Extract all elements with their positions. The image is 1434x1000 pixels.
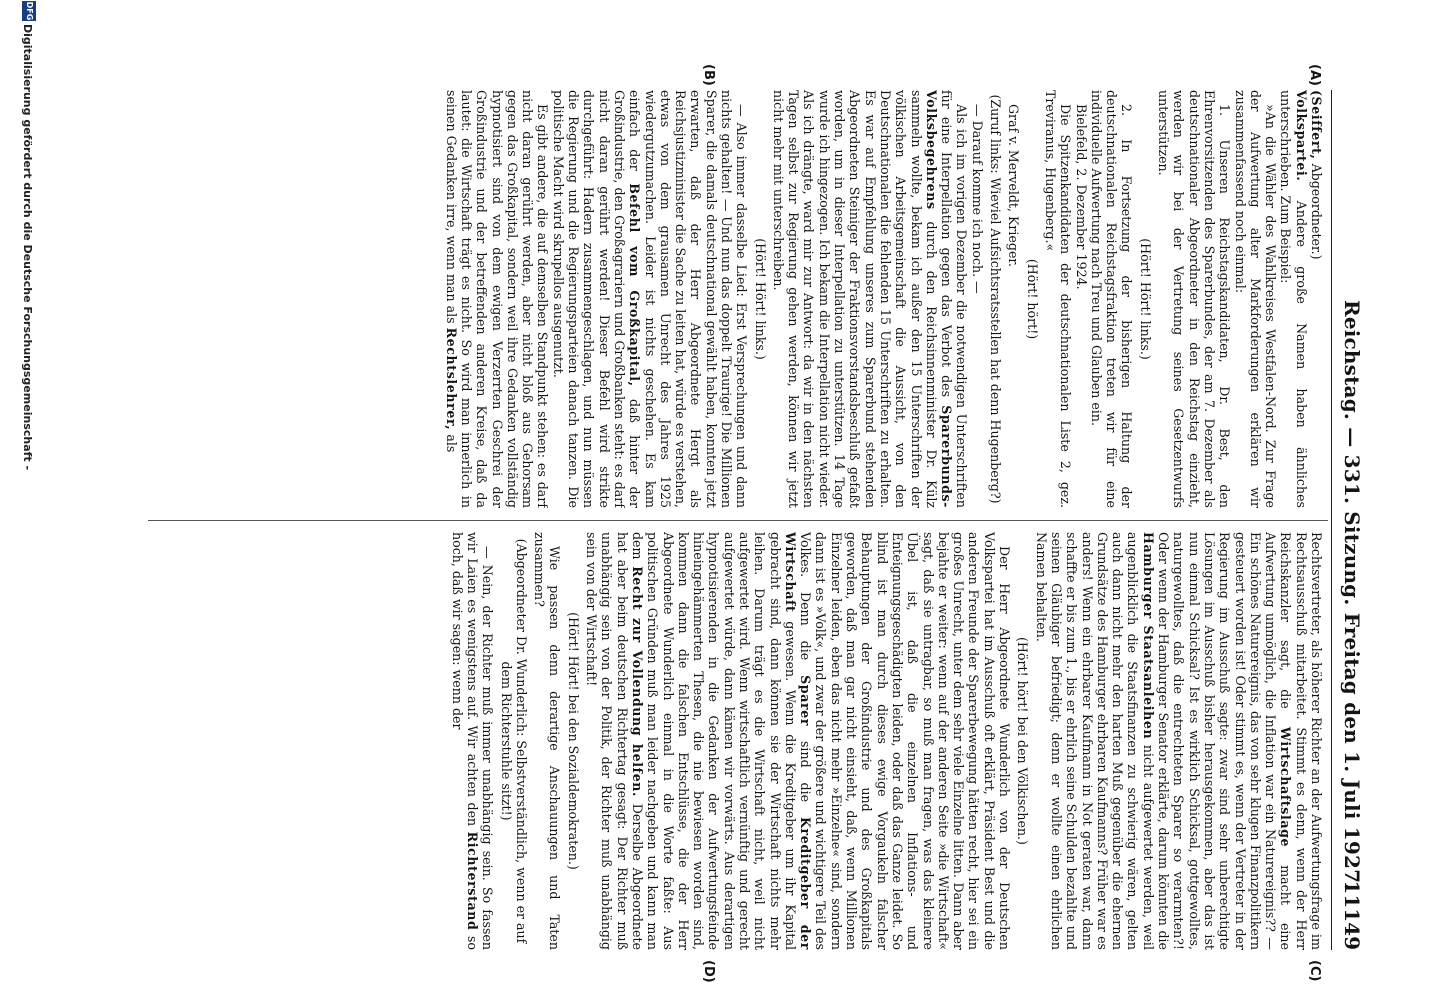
- running-title: Reichstag. — 331. Sitzung. Freitag den 1. Juli 1927.: [1340, 300, 1364, 891]
- column-divider: [148, 520, 1328, 521]
- emphasis-text: Sparer: [798, 675, 814, 727]
- quote-paragraph: »An die Wähler des Wahlkreises Westfalen-Nord. Zur Frage der Aufwertung alter Markforderungen erklären wir zusammenfassend noch einmal:: [1232, 90, 1279, 508]
- margin-marker-b: (B): [701, 64, 716, 86]
- paragraph-text: — Nein, der Richter muß immer unabhängig sein. So fassen wir Laien es wenigstens auf. Wir achten den: [464, 532, 496, 950]
- paragraph-text: nicht aufgewertet werden, weil augenblicklich die Staatsfinanzen zu schwierig wären, gelten auch dann nicht mehr den harten Muß gegenüber die ehernen Grundsätze des Hamburger ehrbaren Kaufmanns? Früher war es anders! Wenn ein ehrbarer Kaufmann in Not geraten war, dann schaffte er bis zum 1., bis er ehrlich seine Schulden bezahlte und seinen Gläubiger befriedigt; denn er wollte einen ehrlichen Namen behalten.: [1033, 532, 1156, 950]
- margin-marker-d: (D): [701, 960, 716, 983]
- emphasis-text: Rechtslehrer,: [443, 327, 459, 431]
- interjection: (Hört! Hört! bei den Sozialdemokraten.): [565, 612, 581, 870]
- speech-paragraph: [550, 90, 749, 508]
- emphasis-text: Richterstand: [464, 831, 480, 931]
- emphasis-text: Wirtschaftslage: [1278, 726, 1294, 848]
- interjection: (Zuruf links: Wieviel Aufsichtsratsstellen hat denn Hugenberg?): [988, 94, 1004, 504]
- interjection: (Hört! hört! bei den Völkischen.): [1015, 637, 1031, 845]
- quote-paragraph: Die Spitzenkandidaten der deutschnationalen Liste 2, gez. Treviranus, Hugenberg.«: [1042, 90, 1074, 508]
- paragraph-text: als: [443, 434, 459, 453]
- paragraph-text: Als ich im vorigen Dezember die notwendigen Unterschriften für eine Interpellation gegen das Verbot des: [939, 90, 970, 508]
- interjection: (Abgeordneter Dr. Wunderlich: Selbstverständlich, wenn er auf dem Richterstuhle sitzt!): [498, 538, 529, 944]
- emphasis-text: Befehl vom Großkapital,: [627, 183, 643, 387]
- speech-paragraph: — Darauf komme ich noch. —: [969, 104, 985, 294]
- paragraph-text: Derselbe Abgeordnete hat aber beim deutschen Richtertag gesagt: Der Richter muß unabhängig sein von der Politik, der Richter muß unabhängig sein von der Wirtschaft!: [584, 532, 645, 950]
- quote-paragraph: 2. In Fortsetzung der bisherigen Haltung der deutschnationalen Reichstagsfraktion treten wir für eine individuelle Aufwertung nach Treu und Glauben ein.: [1088, 90, 1135, 508]
- left-column: [154, 90, 1324, 508]
- paragraph-text: gewesen. Wenn die Kreditgeber um ihr Kapital gebracht sind, dann können sie der Wirtschaft nichts mehr leihen. Darum trägt es die Wirtschaft nicht, weil nicht aufgewertet wird. Wenn wirtschaftlich vernünftig und gerecht aufgewertet würde, dann kämen wir vorwärts. Aus derartigen hypnotisierenden in die Gedanken der Aufwertungsfeinde hineingehämmerten Thesen, die nie bewiesen worden sind, kommen dann die falschen Entschlüsse, die der Herr Abgeordnete Wunderlich einmal in die Worte faßte: Aus politischen Gründen muß man leider nachgeben und kann man dem: [629, 532, 798, 950]
- party-name: Volkspartei.: [1293, 90, 1309, 182]
- paragraph-text: — Also immer dasselbe Lied: Erst Versprechungen und dann nichts gehalten! — Und nun das doppelt Traurige! Die Millionen Sparer, die damals deutschnational gewählt haben, konnten jetzt erwarten, daß der Herr Abgeordnete Hergt als Reichsjustizminister die Sache zu leiten hat, würde es verstehen, etwas von dem grausamen Unrecht des Jahres 1925 wiedergutzumachen. Leider ist nichts geschehen. Es kam einfach der: [627, 90, 750, 508]
- emphasis-text: Kreditgeber der Wirtschaft: [782, 532, 814, 950]
- interjection: (Hört! hört!): [1024, 258, 1040, 340]
- paragraph-text: Es gibt andere, die auf demselben Standpunkt stehen: es darf nicht daran gerührt werden, aber nicht bloß aus Gehorsam gegen das Großkapital, sondern weil ihre Gedanken vollständig hypnotisiert sind von dem ewigen Verzerrten Geschrei der Großindustrie und der betreffenden anderen Kreise, daß da lautet: die Wirtschaft trägt es nicht. So wird man innerlich in seinen Gedanken irre, wenn man als: [443, 90, 551, 508]
- speech-paragraph: [449, 532, 495, 950]
- quote-paragraph: 1. Unseren Reichstagskandidaten, Dr. Best, den Ehrenvorsitzenden des Sparerbundes, der am 7. Dezember als deutschnationaler Abgeordneter in den Reichstag einzieht, werden wir bei der Vertretung seines Gesetzentwurfs unterstützen.: [1156, 90, 1233, 508]
- paragraph-text: so hoch, daß wir sagen: wenn der: [449, 532, 480, 950]
- margin-marker-c: (C): [1307, 960, 1322, 982]
- margin-marker-a: (A): [1307, 64, 1322, 86]
- interjection: (Hört! Hört! links.): [1137, 238, 1153, 360]
- speaker-role: Abgeordneter.): [1309, 163, 1324, 260]
- page-number: 11149: [1340, 880, 1364, 950]
- paragraph-text: Der Herr Abgeordnete Wunderlich von der Deutschen Volkspartei hat im Ausschuß oft erklärt, Präsident Best und die anderen Freunde der Sparerbewegung hätten recht, hier sei ein großes Unrecht, unter dem sehr viele Einzelne litten. Dann aber bejahte er weiter: wenn auf der anderen Seite »die Wirtschaft« sagt, daß sie untragbar, so muß man fragen, was das kleinere Übel ist, daß die einzelnen Inflations- und Enteignungsgeschädigten leiden, oder daß das Ganze leidet. So blind ist man durch dieses ewige Vorgaukeln falscher Behauptungen der Großindustrie und des Großkapitals geworden, daß man gar nicht einsieht, daß, wenn Millionen Einzelner leiden, eben das nicht mehr »Einzelne« sind, sondern dann ist es »Volk«, und zwar der größere und wichtigere Teil des Volkes. Denn die: [798, 532, 1013, 950]
- paragraph-text: Rechtsvertreter, als höherer Richter an der Aufwertungsfrage im Rechtsausschuß mitarbeitet. Stimmt es denn, wenn der Herr Reichskanzler sagt, die: [1278, 532, 1324, 950]
- paragraph-text: sind die: [798, 740, 814, 803]
- speech-paragraph: [1033, 532, 1324, 950]
- speech-paragraph: [771, 90, 970, 508]
- quote-paragraph: Graf v. Merveldt, Krieger.: [1006, 104, 1022, 268]
- speaker-name: (Seiffert,: [1309, 90, 1324, 160]
- quote-paragraph: Bielefeld, 2. Dezember 1924.: [1073, 104, 1089, 290]
- paragraph-text: macht eine Aufwertung unmöglich, die Inflation war ein Naturereignis?? — Ein schönes Naturereignis, das von sehr klugen Finanzpolitikern gesteuert worden ist! Oder stimmt es, wenn der Vertreter in der Regierung im Ausschuß sagte: zwar sind sehr unberechtigte Lösungen im Ausschuß bisher herausgekommen, aber das ist nun einmal Schicksal? Ist es wirklich Schicksal, gottgewolltes, naturgewolltes, daß die entrechteten Sparer so verarmten?! Oder wenn der Hamburger Senator erklärte, darum könnten die: [1156, 532, 1294, 950]
- page-header: [1331, 90, 1372, 950]
- speech-paragraph: Wie passen denn derartige Anschauungen und Taten zusammen?: [532, 532, 563, 950]
- speech-paragraph: [584, 532, 1012, 950]
- emphasis-text: Sparerbunds-Volksbegehrens: [923, 90, 955, 508]
- speech-paragraph: [443, 90, 550, 508]
- emphasis-text: Recht zur Vollendung helfen.: [629, 566, 645, 798]
- digitization-credit: Digitalisierung gefördert durch die Deutsche Forschungsgemeinschaft -: [21, 24, 34, 471]
- right-column: [154, 532, 1324, 950]
- interjection: (Hört! Hört! links.): [752, 238, 768, 360]
- emphasis-text: Hamburger Staatsanleihen: [1140, 532, 1156, 740]
- paragraph-text: daß hinter der Großindustrie, den Großagrariern und Großbanken steht: es darf nicht daran gerührt werden! Dieser Befehl wird strikte durchgeführt: Hadern zusammengeschlagen, und nun müssen die Regierung und die Regierungsparteien danach tanzen. Die politische Macht wird skrupellos ausgenutzt.: [550, 90, 643, 508]
- paragraph-text: Andere große Namen haben ähnliches unterschrieben. Zum Beispiel:: [1278, 90, 1309, 508]
- paragraph-text: durch den Reichsinnenminister Dr. Külz sammeln wollte, bekam ich außer den 15 Unterschriften der völkischen Arbeitsgemeinschaft die Aussicht, von den Deutschnationalen die fehlenden 15 Unterschriften zu erhalten. Es war auf Empfehlung unseres zum Sparerbund stehenden Abgeordneten Steiniger der Fraktionsvorstandsbeschluß gefaßt worden, um in dieser Interpellation zu unterstützen. 14 Tage wurde ich hingezogen. Ich bekam die Interpellation nicht wieder. Als ich drängte, ward mir zur Antwort: da wir in den nächsten Tagen selbst zur Regierung gehen werden, können wir jetzt nicht mehr mit unterschreiben.: [770, 90, 939, 508]
- dfg-logo: DFG: [22, 1, 36, 21]
- speaker-paragraph: [1278, 90, 1324, 508]
